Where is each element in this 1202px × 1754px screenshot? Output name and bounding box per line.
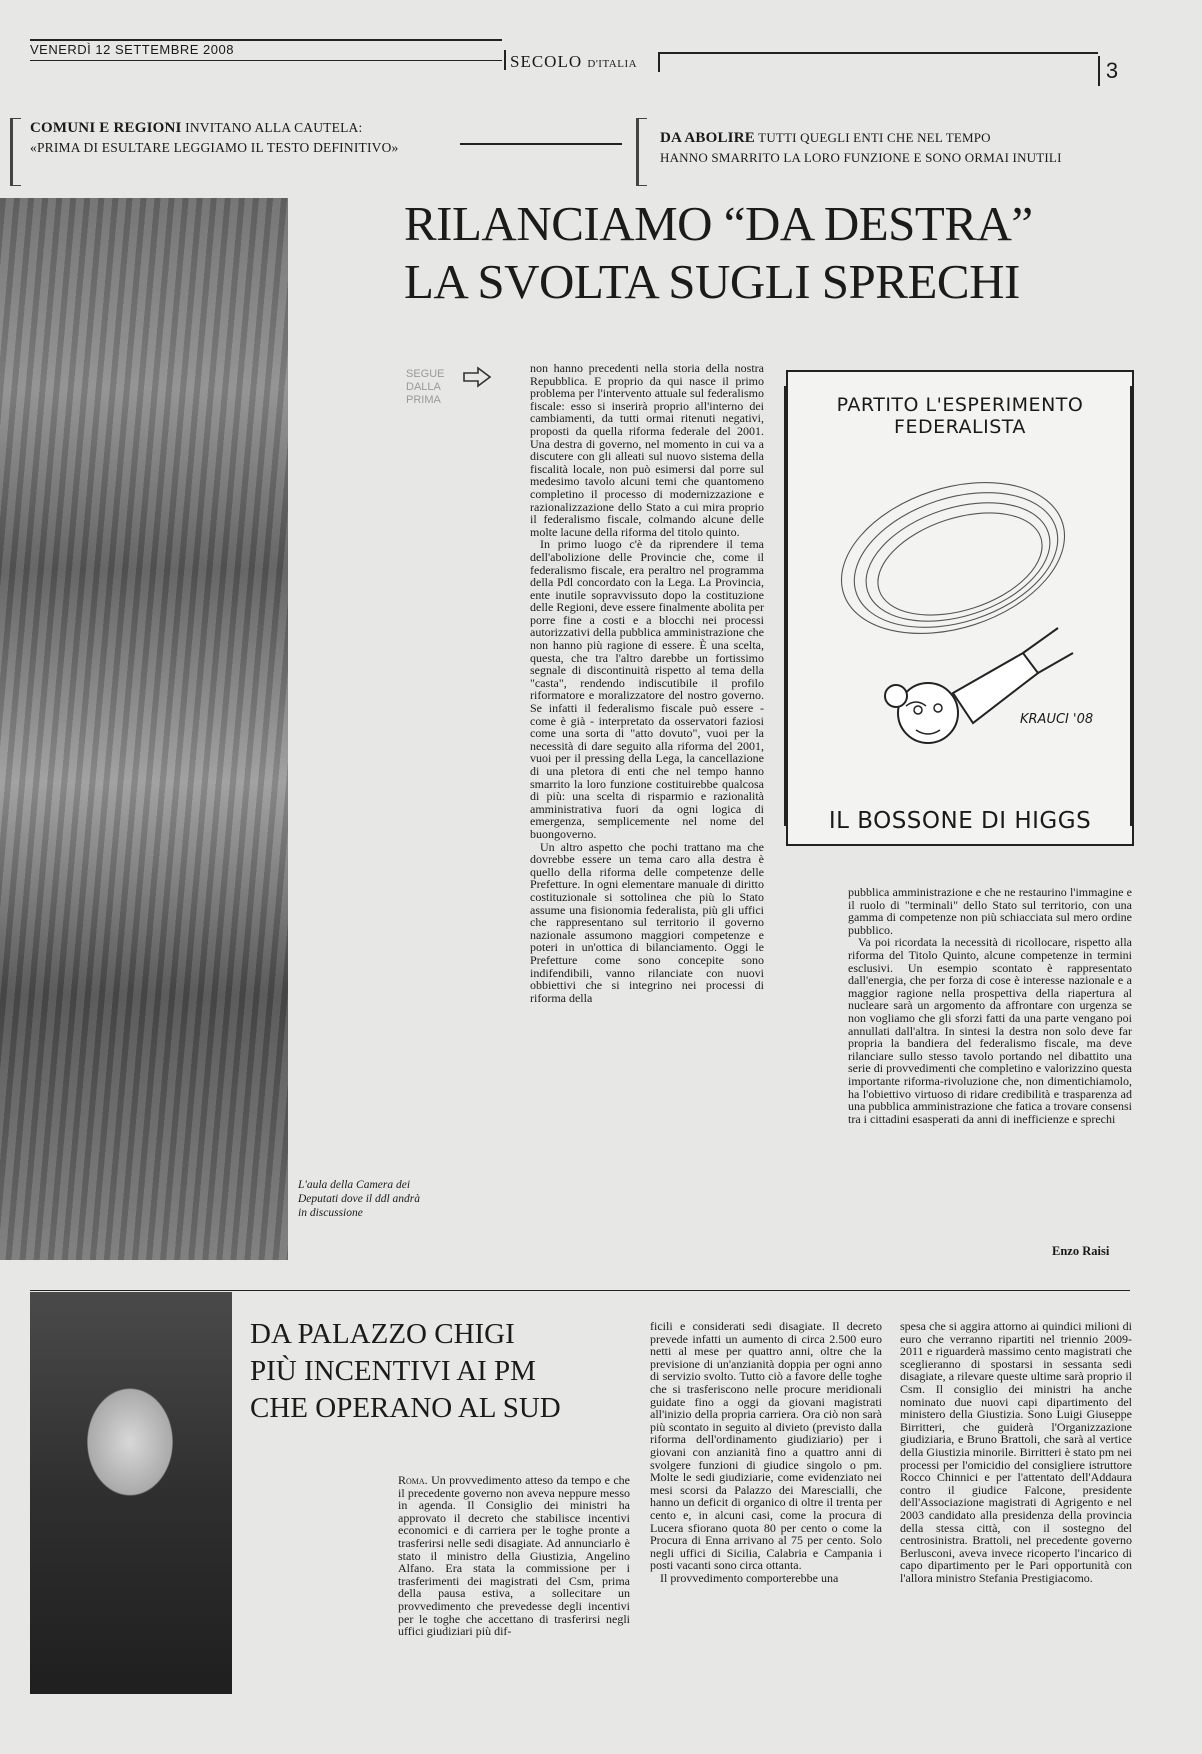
article2-dateline: Roma. [398,1473,428,1487]
author-signature: Enzo Raisi [1052,1244,1110,1258]
arrow-right-icon [462,366,492,388]
kicker-left-line2: «PRIMA DI ESULTARE LEGGIAMO IL TESTO DEFINITIVO» [30,140,399,155]
second-headline-line3: CHE OPERANO AL SUD [250,1392,561,1424]
kicker-right-bracket [636,118,647,186]
article1-col1-para1: non hanno precedenti nella storia della nostra Repubblica. E proprio da qui nasce il primo problema per l'intervento attuale sul federalismo fiscale: esso si inserirà proprio all'interno dei cambiamenti, da tutti ormai ritenuti negativi, proposti da quella riforma federale del 2001. Una destra di governo, nel momento in cui va a discutere con gli alleati sul nuovo sistema della fiscalità locale, non può esimersi dal porre sul medesimo tavolo alcuni temi che quantomeno completino il processo di modernizzazione e razionalizzazione dello Stato a cui mira proprio il federalismo fiscale, colmando alcune delle molte lacune della riforma del titolo quinto. [530,361,764,539]
masthead [510,52,637,72]
cartoon-drawing [788,438,1128,788]
article2-column-2 [650,1320,882,1584]
main-headline [404,195,1124,311]
header-rule-right [658,52,1098,54]
cartoon-frame [786,370,1134,846]
kicker-right [660,128,1120,167]
article2-col2-para2: Il provvedimento comporterebbe una [660,1570,839,1585]
article1-col2-para2: Va poi ricordata la necessità di ricollocare, rispetto alla riforma del Titolo Quinto, alcune competenze in termini esclusivi. Un esempio scontato è rappresentato dall'energia, che per forza di cose è interesse nazionale e a maggior ragione nella prospettiva della riapertura al nucleare sarà un argomento da affrontare con urgenza se non vogliamo che gli sforzi fatti da una parte vengano poi annullati dall'altra. In sintesi la destra non solo deve far propria la bandiera del federalismo fiscale, ma deve rilanciare sullo stesso tavolo portando nel dibattito una serie di provvedimenti che completino e valorizzino questa importante riforma-rivoluzione che, non dimentichiamolo, ha l'obiettivo virtuoso di ridare credibilità e trasparenza ad una pubblica amministrazione che fatica a trovare consensi tra i cittadini esasperati da anni di inefficienze e sprechi [848,935,1132,1126]
cartoon-title: PARTITO L'ESPERIMENTO FEDERALISTA [836,394,1084,438]
article1-column-left [530,362,764,1004]
cartoon-signature: KRAUCI '08 [1020,712,1094,727]
article1-column-right [848,886,1132,1125]
header-rule-under-date [30,60,502,61]
article2-col3-para1: spesa che si aggira attorno ai quindici milioni di euro che verranno ripartiti nel triennio 2009-2011 e riguarderà massimo cento magistrati che sceglieranno di spostarsi in sessanta sedi disagiate, a rilevare queste ultime sarà proprio il Csm. Il consiglio dei ministri ha anche nominato due nuovi capi dipartimento del ministero della Giustizia. Sono Luigi Giuseppe Birritteri, che guiderà l'Organizzazione giudiziaria, e Bruno Brattoli, che sarà al vertice della Giustizia minorile. Birritteri è stato pm nei processi per l'omicidio del consigliere istruttore Rocco Chinnici e per l'attentato dell'Addaura contro il giudice Falcone, presidente dell'Associazione magistrati di Agrigento e nel 2003 candidato alla presidenza della provincia della stessa città, con il sostegno del centrosinistra. Brattoli, nel precedente governo Berlusconi, aveva invece ricoperto l'incarico di capo dipartimento per le Pari opportunità con l'allora ministro Stefania Prestigiacomo. [900,1319,1132,1585]
cartoon-side-bar-left [784,386,787,826]
page-number: 3 [1098,56,1124,86]
kicker-left [30,118,450,157]
photo-caption: L'aula della Camera dei Deputati dove il ddl andrà in discussione [298,1179,421,1219]
masthead-small: D'ITALIA [587,58,638,70]
continued-tag-text: SEGUE DALLA PRIMA [406,368,445,406]
second-headline-line1: DA PALAZZO CHIGI [250,1318,515,1350]
article2-col1-text: Un provvedimento atteso da tempo e che il precedente governo non aveva neppure messo in agenda. Il Consiglio dei ministri ha approvato il decreto che stabilisce incentivi economici e di carriera per le toghe pronte a trasferirsi nelle sedi disagiate. Ad annunciarlo è stato il ministro della Giustizia, Angelino Alfano. Era stata la commissione per i trasferimenti dei magistrati del Csm, prima della pausa estiva, a sollecitare un provvedimento che prevedesse degli incentivi per le toghe che accettano di trasferirsi negli uffici giudiziari più dif- [398,1473,630,1639]
header-rule-left [30,39,502,41]
second-headline-line2: PIÙ INCENTIVI AI PM [250,1355,536,1387]
kicker-left-rest: INVITANO ALLA CAUTELA: [185,120,363,135]
kicker-connector [460,143,622,145]
article2-col1-para1 [398,1474,630,1638]
chamber-photo [0,198,288,1260]
kicker-left-bold: COMUNI E REGIONI [30,120,182,136]
article1-col1-para3: Un altro aspetto che pochi trattano ma che dovrebbe essere un tema caro alla destra è quello della riforma delle competenze delle Prefetture. In ogni elementare manuale di diritto costituzionale si sottolinea che più lo Stato assume una fisionomia federalista, più gli uffici che rappresentano sul territorio il governo nazionale assumono maggiori competenze e poteri in un'ottica di bilanciamento. Oggi le Prefetture come sono concepite sono indifendibili, vanno rilanciate con nuovi obbiettivi che si integrino nei processi di riforma della [530,839,764,1005]
issue-date: VENERDÌ 12 SETTEMBRE 2008 [30,42,234,57]
article2-column-1 [398,1474,630,1638]
continued-from-front-tag [406,368,462,407]
article1-col1-para2: In primo luogo c'è da riprendere il tema dell'abolizione delle Provincie che, come il federalismo fiscale, era peraltro nel programma della Pdl concordato con la Lega. La Provincia, ente inutile sopravvissuto dopo la costituzione delle Regioni, deve essere finalmente abolita per porre fine a costi e a blocchi nei processi autorizzativi della pubblica amministrazione che non hanno più ragione di essere. È una scelta, questa, che tra l'altro darebbe un fortissimo segnale di discontinuità rispetto al tema della "casta", rendendo indiscutibile il profilo riformatore e moralizzatore del nostro governo. Se infatti il federalismo fiscale può essere - come è già - interpretato da osservatori faziosi come una sorta di "atto dovuto", vuoi per la necessità di dare seguito alla riforma del 2001, vuoi per il pressing della Lega, la cancellazione di una pletora di enti che nel tempo hanno smarrito la loro funzione costituirebbe qualcosa di più: una scelta di risparmio e razionalità amministrativa fuori da ogni logica di emergenza, semplicemente nel nome del buongoverno. [530,537,764,841]
second-headline [250,1316,630,1427]
cartoon-caption: IL BOSSONE DI HIGGS [828,808,1092,834]
masthead-divider-right [658,52,660,72]
article1-col2-para1: pubblica amministrazione e che ne restaurino l'immagine e il ruolo di "terminali" dello Stato sul territorio, con una gamma di competenze non più schiacciata sul mero ordine pubblico. [848,885,1132,937]
kicker-left-bracket [10,118,21,186]
masthead-main: SECOLO [510,52,583,71]
article2-col2-para1: ficili e considerati sedi disagiate. Il decreto prevede infatti un aumento di circa 2.500 euro netti al mese per quattro anni, oltre che la previsione di un'anzianità doppia per ogni anno di servizio svolto. Tutto ciò a favore delle toghe che si trasferiscono nelle procure meridionali guidate fino a oggi da giovani magistrati all'inizio della propria carriera. Ora ciò non sarà più scontato in seguito al divieto (previsto dalla riforma dell'ordinamento giudiziario) per i giovani con anzianità fino a quattro anni di svolgere funzioni di giudice singolo o pm. Molte le sedi giudiziarie, come evidenziato nei mesi scorsi da Palazzo dei Marescialli, che hanno un deficit di organico di oltre il trenta per cento e, in alcuni casi, come la procura di Lucera sfiorano quota 80 per cento o come la Procura di Enna arrivano al 75 per cento. Solo negli uffici di Sicilia, Calabria e Campania i posti vacanti sono circa ottanta. [650,1319,882,1573]
kicker-right-rest: TUTTI QUEGLI ENTI CHE NEL TEMPO [758,130,991,145]
main-headline-line2: LA SVOLTA SUGLI SPRECHI [404,254,1020,309]
cartoon-side-bar-right [1130,386,1133,826]
kicker-right-line2: HANNO SMARRITO LA LORO FUNZIONE E SONO ORMAI INUTILI [660,150,1062,165]
kicker-right-bold: DA ABOLIRE [660,130,755,146]
alfano-photo [30,1292,232,1694]
main-headline-line1: RILANCIAMO “DA DESTRA” [404,196,1033,251]
section-divider [30,1290,1130,1291]
masthead-divider [504,50,506,70]
article2-column-3 [900,1320,1132,1584]
